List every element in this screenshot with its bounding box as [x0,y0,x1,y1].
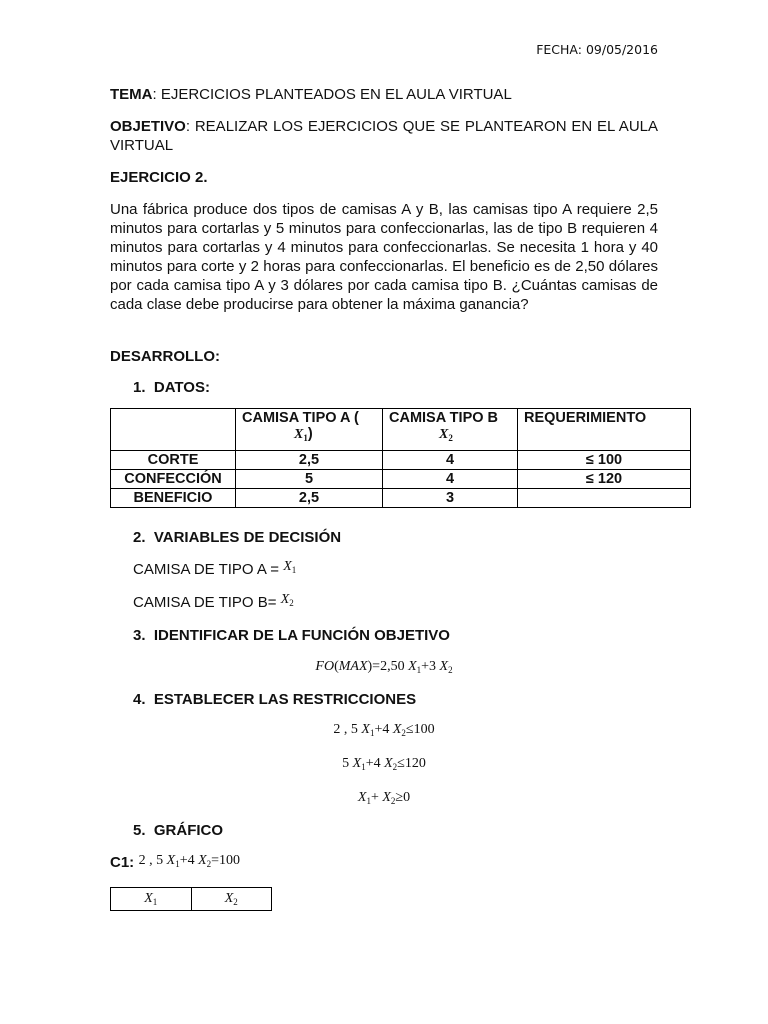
c1-var-2: X [198,853,207,868]
problem-statement: Una fábrica produce dos tipos de camisas A y B, las camisas tipo A requiere 2,5 minutos para cortarlas y 5 minutos para confeccionarlas, las de tipo B requieren 4 minutos para cortarlas y 4 minutos para confeccionarlas. Se necesita 1 hora y 40 minutos para corte y 2 horas para confeccionarlas. El beneficio es de 2,50 dólares por cada camisa tipo A y 3 dólares por cada camisa tipo B. ¿Cuántas camisas de cada clase debe producirse para obtener la máxima ganancia? [110,201,658,313]
variable-a-letter: X [283,559,292,574]
header-b-var-sub: 2 [448,433,453,443]
c1-equation [110,854,240,872]
c1-table-x2-sub: 2 [233,897,238,907]
objetivo-text: : REALIZAR LOS EJERCICIOS QUE SE PLANTEARON EN EL AULA VIRTUAL [110,118,658,154]
header-camisa-b [383,409,518,451]
objective-function [0,659,768,675]
variable-b-label: CAMISA DE TIPO B= [133,594,281,611]
objective-var-2: X [439,659,449,674]
section-5-heading [133,822,223,839]
c1-coef-2: +4 [179,853,195,868]
table-row [111,451,691,470]
constraint-3 [0,790,768,806]
constraint-1-rhs: ≤100 [405,722,435,737]
header-camisa-a [236,409,383,451]
date-header: FECHA: 09/05/2016 [536,42,658,57]
constraint-1-coef: 2 , 5 [333,722,358,737]
constraint-1-sub-2: 2 [401,728,406,738]
row-label: CORTE [111,451,236,470]
header-requerimiento: REQUERIMIENTO [518,409,691,451]
cell-req [518,489,691,508]
tema-text: : EJERCICIOS PLANTEADOS EN EL AULA VIRTUAL [152,86,512,103]
row-label: BENEFICIO [111,489,236,508]
objective-coef-1: =2,50 [372,659,405,674]
cell-a: 2,5 [236,451,383,470]
c1-var-1: X [166,853,176,868]
tema-label: TEMA [110,86,153,103]
constraint-2-var-1: X [352,756,362,771]
constraint-3-var-2: X [382,790,391,805]
header-camisa-b-var [389,427,453,442]
constraint-1-coef-2: +4 [374,722,390,737]
c1-coef: 2 , 5 [138,853,164,868]
objetivo-label: OBJETIVO [110,118,186,135]
cell-req: ≤ 100 [518,451,691,470]
constraint-2 [0,756,768,772]
variable-a-label: CAMISA DE TIPO A = [133,561,284,578]
cell-b: 3 [383,489,518,508]
ejercicio-title-text: EJERCICIO 2. [110,169,208,186]
constraint-2-rhs: ≤120 [397,756,426,771]
variable-b-symbol [281,592,294,607]
section-1-title: DATOS: [153,379,210,396]
constraint-3-plus: + [370,790,379,805]
section-3-heading [133,627,450,644]
tema-line [110,85,658,104]
section-5-number: 5. [133,822,146,839]
desarrollo-heading [110,347,658,366]
constraint-3-sub-1: 1 [366,796,371,806]
section-3-number: 3. [133,627,146,644]
variable-b-line [133,594,294,612]
constraint-2-sub-2: 2 [392,762,398,772]
constraint-2-sub-1: 1 [361,762,366,772]
constraint-1-var-1: X [361,722,370,737]
cell-req: ≤ 120 [518,470,691,489]
objective-var-1: X [408,659,417,674]
objective-sub-1: 1 [416,665,422,675]
section-4-number: 4. [133,691,146,708]
objective-close-paren: ) [367,659,373,674]
section-2-heading [133,529,341,546]
constraint-1 [0,722,768,738]
variable-a-sub: 1 [291,565,297,575]
c1-table-x1-letter: X [144,891,153,906]
c1-sub-1: 1 [175,859,180,869]
table-row [111,489,691,508]
c1-table-x2 [191,888,272,911]
c1-label: C1: [110,854,135,871]
section-2-title: VARIABLES DE DECISIÓN [153,529,342,546]
objective-open-paren: ( [334,659,339,674]
section-4-heading [133,691,416,708]
section-5-title: GRÁFICO [153,822,224,839]
objective-lhs: FO [315,659,335,674]
section-3-title: IDENTIFICAR DE LA FUNCIÓN OBJETIVO [153,627,450,644]
section-1-number: 1. [133,379,146,396]
section-2-number: 2. [133,529,146,546]
c1-values-header-row [111,888,272,911]
header-a-var-letter: X [294,427,304,442]
objective-max: MAX [338,659,368,674]
row-label: CONFECCIÓN [111,470,236,489]
table-row [111,470,691,489]
constraint-2-var-2: X [384,756,393,771]
data-table-header-row [111,409,691,451]
header-camisa-b-text: CAMISA TIPO B [389,410,499,426]
c1-rhs: =100 [211,853,241,868]
c1-table-x2-letter: X [224,891,234,906]
data-table [110,408,691,508]
variable-a-line [133,561,296,579]
c1-values-table [110,887,272,911]
objetivo-line [110,117,658,155]
cell-b: 4 [383,451,518,470]
constraint-3-rhs: ≥0 [395,790,411,805]
constraint-1-var-2: X [392,722,402,737]
header-a-var-sub: 1 [303,433,308,443]
c1-expression [139,853,240,868]
section-1-heading [133,379,210,396]
section-4-title: ESTABLECER LAS RESTRICCIONES [153,691,417,708]
variable-b-letter: X [280,592,290,607]
objective-sub-2: 2 [448,665,453,675]
constraint-2-coef: 5 [342,756,350,771]
header-camisa-a-text: CAMISA TIPO A ( [242,410,359,426]
header-camisa-a-var [242,427,308,442]
cell-a: 5 [236,470,383,489]
ejercicio-title [110,168,658,187]
c1-sub-2: 2 [206,859,212,869]
constraint-3-var-1: X [357,790,367,805]
header-b-var-letter: X [439,427,449,442]
objective-coef-2: +3 [421,659,437,674]
c1-table-x1 [111,888,192,911]
constraint-3-sub-2: 2 [390,796,396,806]
variable-a-symbol [283,559,296,574]
desarrollo-text: DESARROLLO: [110,348,220,365]
cell-a: 2,5 [236,489,383,508]
c1-table-x1-sub: 1 [152,897,158,907]
header-empty-cell [111,409,236,451]
constraint-2-coef-2: +4 [365,756,381,771]
cell-b: 4 [383,470,518,489]
variable-b-sub: 2 [289,598,294,608]
header-a-close: ) [307,426,313,442]
constraint-1-sub-1: 1 [369,728,375,738]
